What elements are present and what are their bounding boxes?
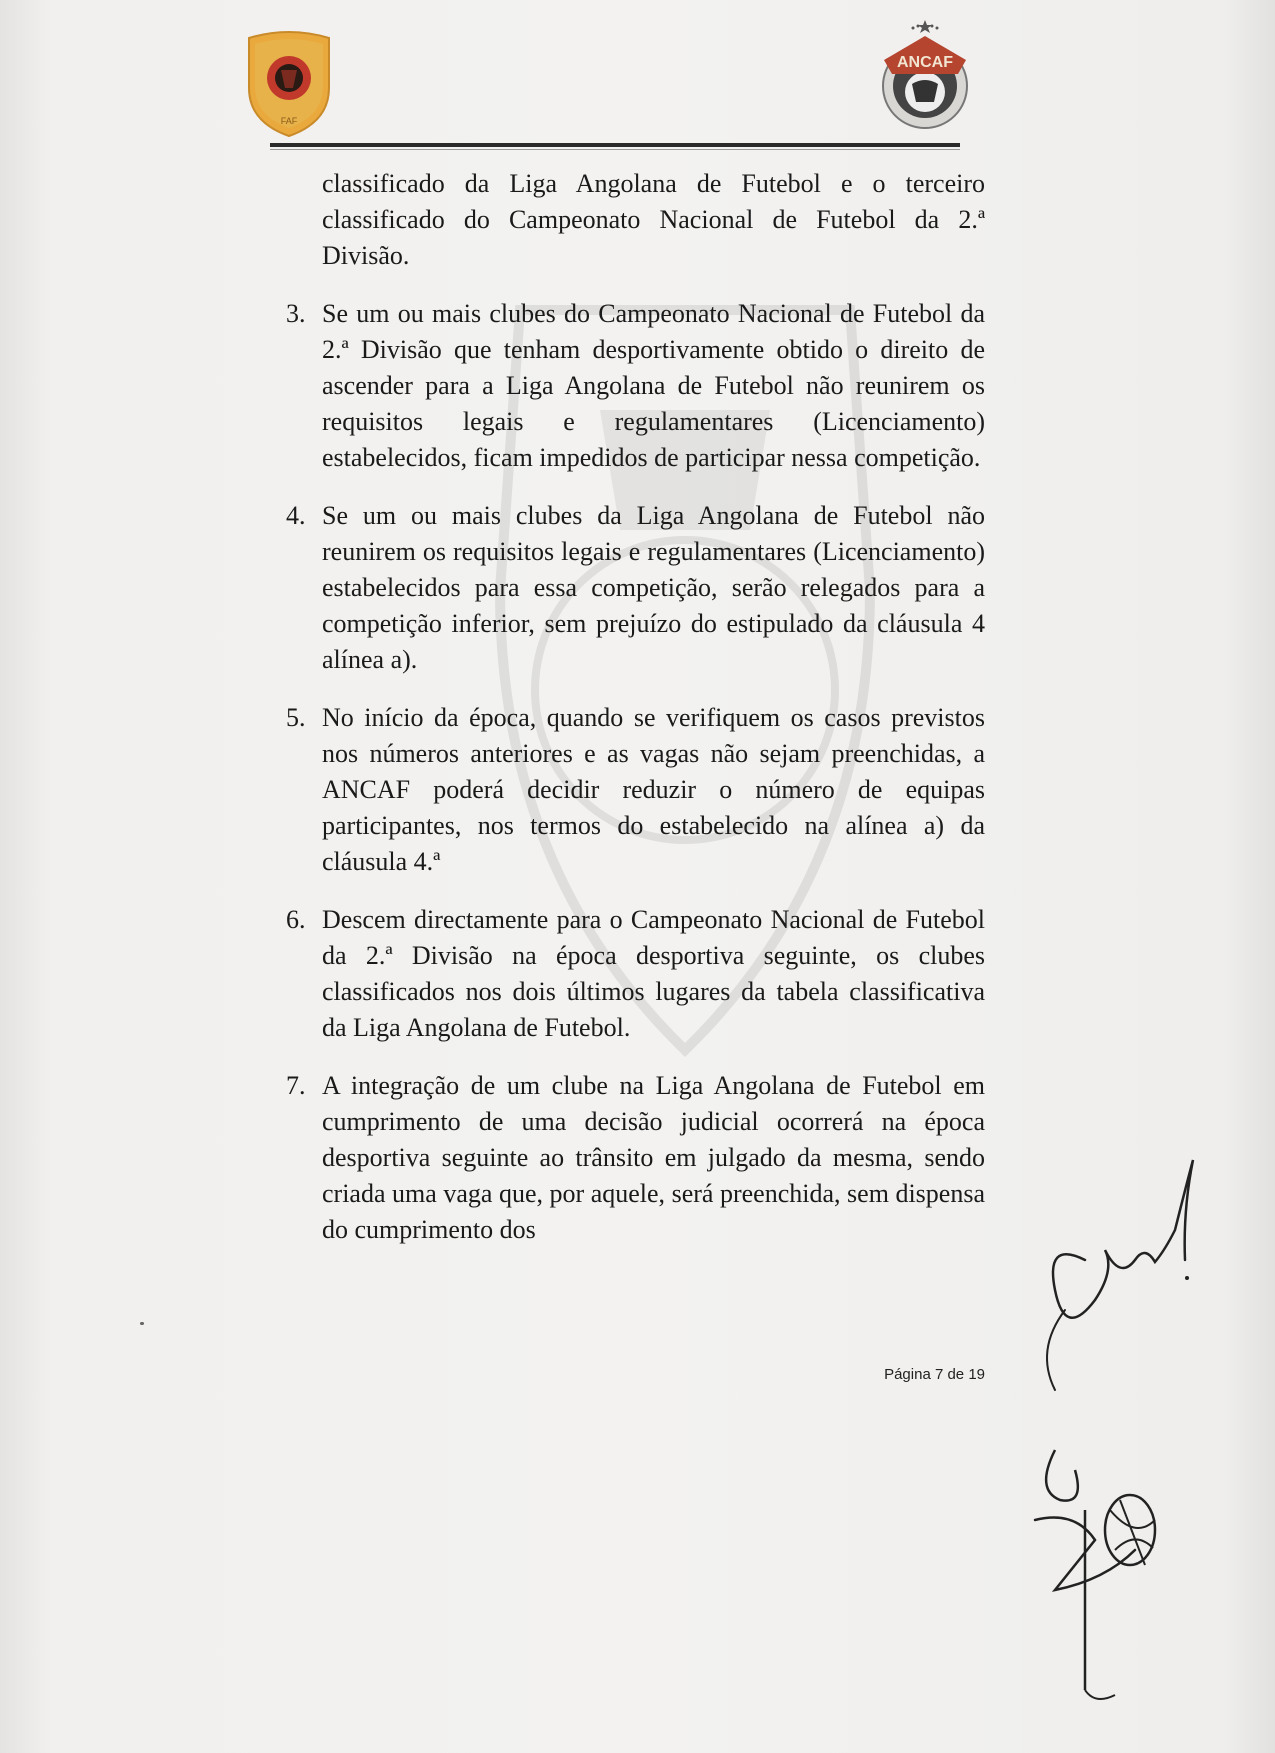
clause-text: Se um ou mais clubes da Liga Angolana de Futebol não reunirem os requisitos legais e regulamentares (Licenciamento) estabelecidos para essa competição, serão relegados para a competição inferior, sem prejuízo do estipulado da cláusula 4 alínea a). xyxy=(322,501,985,674)
header-rule-thin xyxy=(270,149,960,150)
clause-item-7 xyxy=(286,1068,985,1248)
clause-number: 3. xyxy=(286,299,306,328)
clause-item-6 xyxy=(286,902,985,1046)
signature-upper xyxy=(1025,1150,1205,1410)
clause-number: 6. xyxy=(286,905,306,934)
svg-text:FAF: FAF xyxy=(280,116,298,126)
ancaf-logo xyxy=(870,14,980,138)
clause-number: 7. xyxy=(286,1071,306,1100)
svg-text:ANCAF: ANCAF xyxy=(897,54,953,71)
clause-item-3 xyxy=(286,296,985,476)
body-text xyxy=(286,166,985,1270)
scan-speck xyxy=(140,1322,144,1325)
clause-number: 4. xyxy=(286,501,306,530)
clause-text: No início da época, quando se verifiquem os casos previstos nos números anteriores e as vagas não sejam preenchidas, a ANCAF poderá decidir reduzir o número de equipas participantes, nos termos do estabelecido na alínea a) da cláusula 4.ª xyxy=(322,703,985,876)
header-rule xyxy=(270,143,960,147)
clause-text: A integração de um clube na Liga Angolana de Futebol em cumprimento de uma decisão judicial ocorrerá na época desportiva seguinte ao trânsito em julgado da mesma, sendo criada uma vaga que, por aquele, será preenchida, sem dispensa do cumprimento dos xyxy=(322,1071,985,1244)
faf-logo xyxy=(243,30,335,140)
clause-number: 5. xyxy=(286,703,306,732)
page-number: Página 7 de 19 xyxy=(884,1366,985,1383)
clause-item-4 xyxy=(286,498,985,678)
clause-text: Descem directamente para o Campeonato Nacional de Futebol da 2.ª Divisão na época desportiva seguinte, os clubes classificados nos dois últimos lugares da tabela classificativa da Liga Angolana de Futebol. xyxy=(322,905,985,1042)
clause-item-5 xyxy=(286,700,985,880)
intro-paragraph: classificado da Liga Angolana de Futebol e o terceiro classificado do Campeonato Nacional de Futebol da 2.ª Divisão. xyxy=(322,169,985,270)
clause-text: Se um ou mais clubes do Campeonato Nacional de Futebol da 2.ª Divisão que tenham desportivamente obtido o direito de ascender para a Liga Angolana de Futebol não reunirem os requisitos legais e regulamentares (Licenciamento) estabelecidos, ficam impedidos de participar nessa competição. xyxy=(322,299,985,472)
signature-lower xyxy=(1015,1390,1195,1710)
